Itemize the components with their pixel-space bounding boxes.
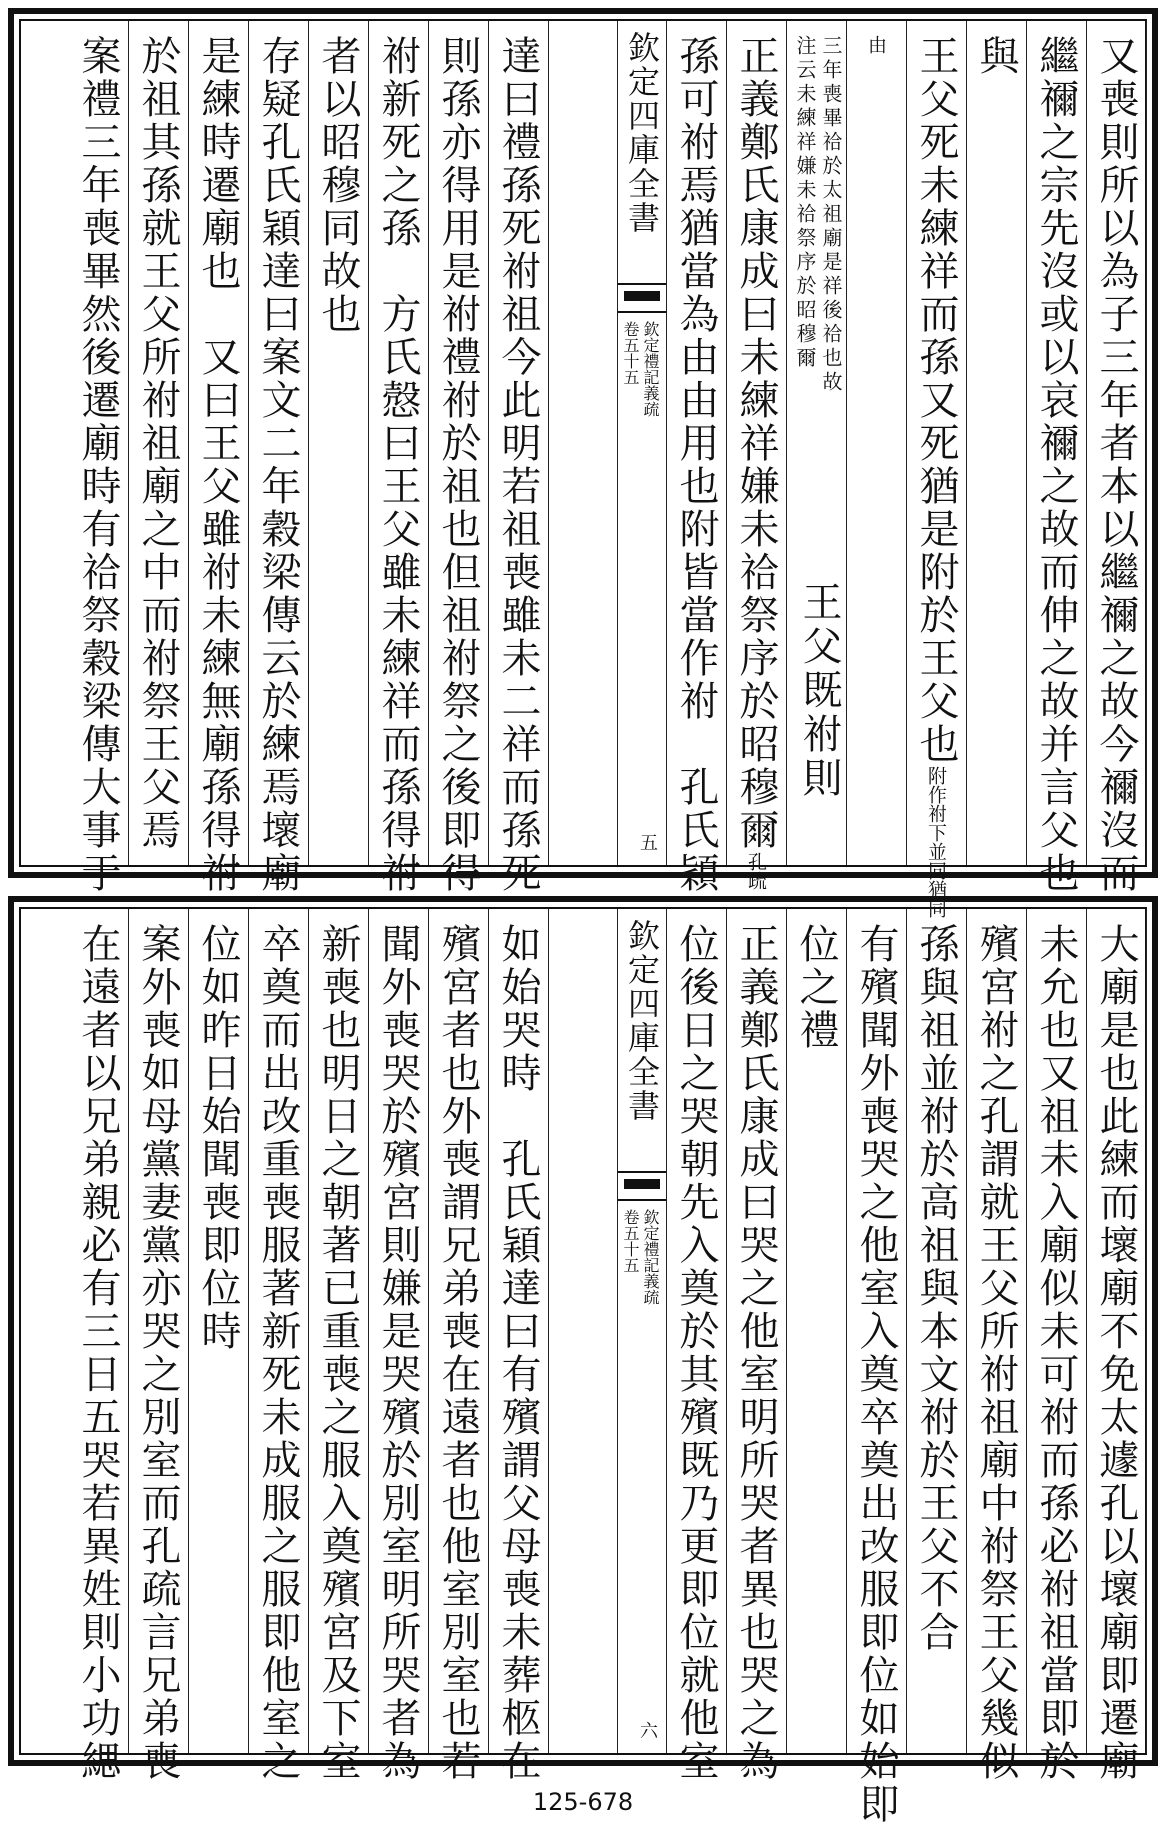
page-number: 五 [637, 833, 658, 851]
main-text: 祔新死之孫 方氏慤曰王父雖未練祥而孫得祔 [375, 35, 421, 895]
text-column [667, 21, 727, 895]
main-text: 位如昨日始聞喪即位時 [195, 923, 241, 1353]
text-column [129, 21, 189, 865]
main-text: 新喪也明日之朝著已重喪之服入奠殯宮及下室 [315, 923, 361, 1783]
fish-tail-ornament [618, 1171, 666, 1201]
text-column [1027, 21, 1087, 895]
spine-title: 欽定四庫全書 [623, 919, 661, 1123]
main-text: 又喪則所以為子三年者本以繼禰之故今禰沒而 [1093, 35, 1139, 895]
text-column [189, 21, 249, 895]
text-column [69, 909, 129, 1783]
main-text: 達曰禮孫死祔祖今此明若祖喪雖未二祥而孫死 [495, 35, 541, 895]
main-text: 則孫亦得用是祔禮祔於祖也但祖祔祭之後即得 [435, 35, 481, 895]
annotation-line: 注云未練祥嫌未祫祭序於昭穆爾 [793, 35, 817, 371]
text-column [1087, 909, 1147, 1783]
main-text: 如始哭時 孔氏穎達曰有殯謂父母喪未葬柩在 [495, 923, 541, 1783]
main-text: 卒奠而出改重喪服著新死未成服之服即他室之 [255, 923, 301, 1783]
text-column [309, 909, 369, 1783]
main-text: 者以昭穆同故也 [315, 35, 361, 336]
text-column [787, 909, 847, 1753]
top-page-frame [19, 19, 1147, 918]
annotation-text: 孔疏 [745, 852, 767, 890]
text-column [727, 21, 787, 890]
text-column [429, 21, 489, 895]
fish-tail-ornament [618, 283, 666, 313]
main-text: 未允也又祖未入廟似未可祔而孫必祔祖當即於 [1033, 923, 1079, 1783]
main-text: 孫可祔焉猶當為由由用也附皆當作祔 孔氏穎 [673, 35, 719, 895]
spine-title: 欽定四庫全書 [623, 31, 661, 235]
main-text: 殯宮者也外喪謂兄弟喪在遠者也他室別室也若 [435, 923, 481, 1783]
text-column [967, 21, 1027, 865]
spine-volume: 卷五十五 [621, 1209, 640, 1273]
text-column [309, 21, 369, 865]
text-column [249, 909, 309, 1783]
spine-column [617, 909, 667, 1753]
spine-book-title: 欽定禮記義疏 [641, 1209, 660, 1305]
text-column [1087, 21, 1147, 895]
main-text: 案禮三年喪畢然後遷廟時有祫祭穀梁傳大事于 [75, 35, 121, 895]
top-page [8, 8, 1158, 918]
text-column [967, 909, 1027, 1783]
text-column [907, 21, 967, 918]
text-column [489, 21, 549, 895]
text-column [129, 909, 189, 1783]
text-column [369, 21, 429, 895]
text-column [369, 909, 429, 1783]
text-column [1027, 909, 1087, 1783]
main-text: 聞外喪哭於殯宮則嫌是哭殯於別室明所哭者為 [375, 923, 421, 1783]
main-text: 存疑孔氏穎達曰案文二年穀梁傳云於練焉壞廟 [255, 35, 301, 895]
text-column [489, 909, 549, 1783]
main-text: 位之禮 [793, 923, 839, 1052]
main-text: 與 [973, 35, 1019, 78]
main-text: 案外喪如母黨妻黨亦哭之別室而孔疏言兄弟喪 [135, 923, 181, 1783]
main-text: 大廟是也此練而壞廟不免太遽孔以壞廟即遷廟 [1093, 923, 1139, 1783]
main-text: 是練時遷廟也 又曰王父雖祔未練無廟孫得祔 [195, 35, 241, 895]
annotation-text: 由 [865, 35, 887, 54]
main-text: 有殯聞外喪哭之他室入奠卒奠出改服即位如始即 [853, 923, 899, 1826]
text-column [847, 909, 907, 1826]
main-text: 王父既祔則 [796, 581, 842, 801]
folio-number: 125-678 [532, 1788, 634, 1816]
main-text: 殯宮祔之孔謂就王父所祔祖廟中祔祭王父幾似 [973, 923, 1019, 1783]
main-text: 正義鄭氏康成曰哭之他室明所哭者異也哭之為 [733, 923, 779, 1783]
text-column [727, 909, 787, 1783]
text-column [847, 21, 907, 865]
text-column [189, 909, 249, 1753]
annotation-line: 三年喪畢祫於太祖廟是祥後祫也故 [819, 35, 843, 395]
main-text: 孫與祖並祔於高祖與本文祔於王父不合 [913, 923, 959, 1654]
annotation-text: 附作祔下並同猶同 [925, 766, 947, 918]
spine-volume: 卷五十五 [621, 321, 640, 385]
main-text: 王父死未練祥而孫又死猶是附於王父也 [913, 35, 959, 766]
main-text: 正義鄭氏康成曰未練祥嫌未祫祭序於昭穆爾 [733, 35, 779, 852]
spine-column [617, 21, 667, 865]
text-column [907, 909, 967, 1753]
main-text: 在遠者以兄弟親必有三日五哭若異姓則小功緦 [75, 923, 121, 1783]
main-text: 繼禰之宗先沒或以哀禰之故而伸之故并言父也 [1033, 35, 1079, 895]
text-column [667, 909, 727, 1783]
main-text: 位後日之哭朝先入奠於其殯既乃更即位就他室 [673, 923, 719, 1783]
text-column [787, 21, 847, 865]
text-column [69, 21, 129, 895]
main-text: 於祖其孫就王父所祔祖廟之中而祔祭王父焉 [135, 35, 181, 852]
page-number: 六 [637, 1721, 658, 1739]
text-column [429, 909, 489, 1783]
text-column [249, 21, 309, 895]
spine-book-title: 欽定禮記義疏 [641, 321, 660, 417]
